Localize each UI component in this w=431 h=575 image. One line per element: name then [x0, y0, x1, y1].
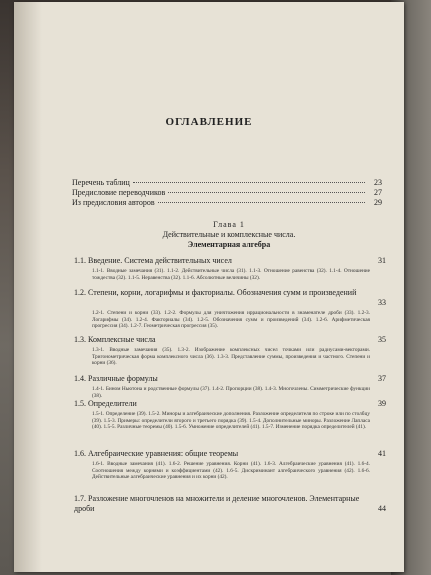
front-matter-list [72, 178, 382, 208]
toc-section[interactable] [74, 335, 386, 367]
dot-leader [133, 182, 365, 183]
section-subsections: 1.1-1. Вводные замечания (31). 1.1-2. Действительные числа (31). 1.1-3. Отношение равенства (32). 1.1-4. Отношение тождества (32). 1.1-5. Неравенства (32). 1.1-6. Абсолютные величины (32). [92, 268, 370, 281]
chapter-title-line2: Элементарная алгебра [187, 240, 271, 249]
section-subsections: 1.4-1. Бином Ньютона и родственные формулы (37). 1.4-2. Пропорции (38). 1.4-3. Многочлены. Симметрические функции (38). [92, 386, 370, 399]
section-page: 41 [378, 449, 386, 458]
chapter-heading [74, 220, 384, 250]
toc-entry-label: Из предисловия авторов [72, 198, 155, 207]
toc-entry-page: 27 [374, 188, 382, 197]
chapter-number: Глава 1 [213, 220, 245, 229]
section-subsections: 1.3-1. Вводные замечания (35). 1.3-2. Изображение комплексных чисел точками или радиусами-векторами. Тригонометрическая форма комплексного числа (36). 1.3-3. Представление суммы, произведения и частного. Степени и корни (36). [92, 347, 370, 367]
toc-entry-label: Предисловие переводчиков [72, 188, 166, 197]
book-page [14, 2, 404, 572]
section-title: 1.5. Определители [74, 399, 137, 408]
dot-leader [158, 202, 365, 203]
section-page: 39 [378, 399, 386, 408]
toc-entry[interactable] [72, 198, 382, 208]
page-title: ОГЛАВЛЕНИЕ [165, 116, 253, 128]
section-subsections: 1.2-1. Степени и корни (33). 1.2-2. Формулы для уничтожения иррациональности в знаменателе дроби (33). 1.2-3. Логарифмы (34). 1.2-4. Факториалы (34). 1.2-5. Обозначения сумм и произведений (34). 1.2-6. Арифметическая прогрессия (34). 1.2-7. Геометрическая прогрессия (35). [92, 310, 370, 330]
toc-entry-page: 29 [374, 198, 382, 207]
toc-entry[interactable] [72, 178, 382, 188]
toc-entry[interactable] [72, 188, 382, 198]
section-page: 35 [378, 335, 386, 344]
section-page: 37 [378, 374, 386, 383]
section-page: 31 [378, 256, 386, 265]
section-title: 1.4. Различные формулы [74, 374, 158, 383]
chapter-title-line1: Действительные и комплексные числа. [162, 230, 296, 239]
section-title: 1.6. Алгебраические уравнения: общие теоремы [74, 449, 239, 458]
toc-section[interactable] [74, 399, 386, 431]
toc-section[interactable] [74, 288, 386, 330]
toc-section[interactable] [74, 494, 386, 514]
dot-leader [168, 192, 365, 193]
section-page: 44 [378, 504, 386, 513]
section-title: 1.1. Введение. Система действительных чисел [74, 256, 232, 265]
page-shadow [14, 2, 42, 572]
section-page: 33 [378, 298, 386, 307]
toc-section[interactable] [74, 374, 386, 399]
section-subsections: 1.5-1. Определение (39). 1.5-2. Миноры и алгебраические дополнения. Разложение определителя по строке или по столбцу (39). 1.5-3. Примеры: определители второго и третьего порядка (39). 1.5-4. Дополнительные миноры. Разложение Лапласа (40). 1.5-5. Различные теоремы (40). 1.5-6. Умножение определителей (41). 1.5-7. Изменение порядка определителей (41). [92, 411, 370, 431]
toc-entry-page: 23 [374, 178, 382, 187]
section-title: 1.3. Комплексные числа [74, 335, 156, 344]
toc-section[interactable] [74, 449, 386, 481]
section-subsections: 1.6-1. Вводные замечания (41). 1.6-2. Решение уравнения. Корни (41). 1.6-3. Алгебраические уравнения (41). 1.6-4. Соотношения между корнями и коэффициентами (42). 1.6-5. Дискриминант алгебраического уравнения (42). 1.6-6. Действительные алгебраические уравнения и их корни (42). [92, 461, 370, 481]
toc-section[interactable] [74, 256, 386, 281]
section-title: 1.7. Разложение многочленов на множители и деление многочленов. Элементарные дроби [74, 494, 360, 513]
section-title: 1.2. Степени, корни, логарифмы и факториалы. Обозначения сумм и произведений [74, 288, 357, 297]
toc-entry-label: Перечень таблиц [72, 178, 130, 187]
